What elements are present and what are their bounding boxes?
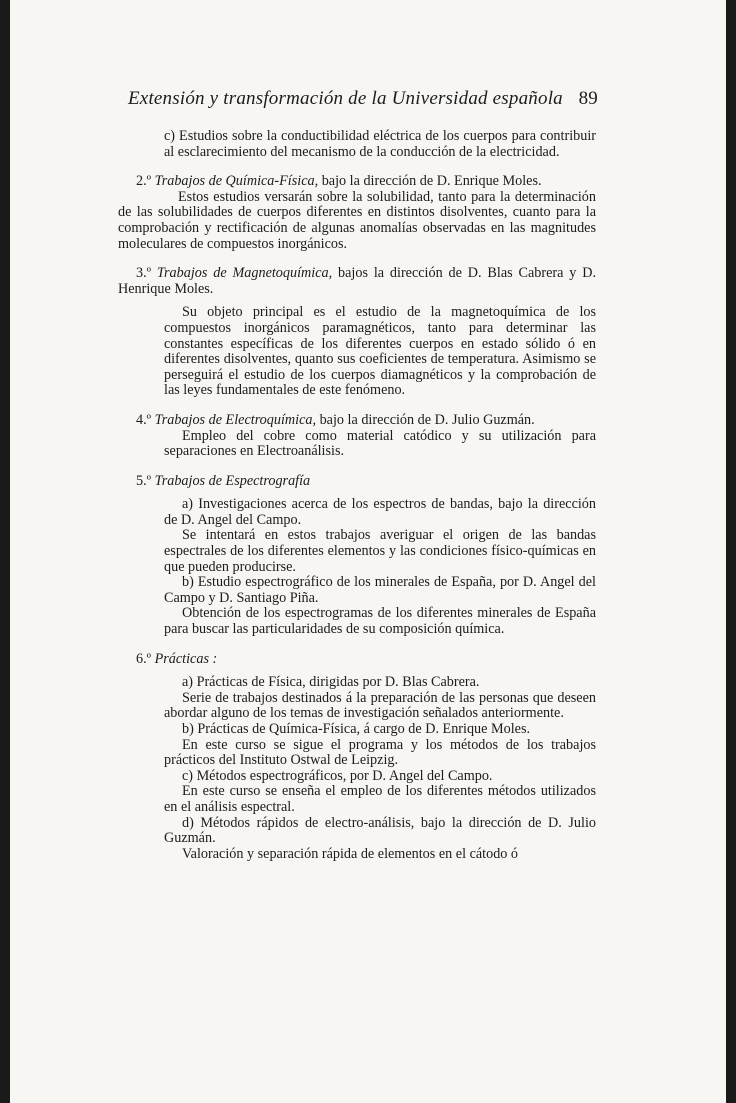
scanned-page	[10, 0, 726, 1103]
section-6-item-a: a) Prácticas de Física, dirigidas por D. Blas Cabrera.	[182, 674, 480, 691]
section-number: 6.º	[136, 650, 152, 667]
item-c-conductibilidad: c) Estudios sobre la conductibilidad eléctrica de los cuerpos para contribuir al esclarecimiento del mecanismo de la conducción de la electricidad.	[164, 128, 596, 160]
section-number: 5.º	[136, 472, 152, 489]
section-title: Trabajos de Química-Física,	[154, 173, 319, 190]
section-title: Trabajos de Magnetoquímica,	[156, 265, 333, 282]
section-6-item-a-body: Serie de trabajos destinados á la preparación de las personas que deseen abordar alguno de los temas de investigación señalados anteriormente.	[164, 689, 596, 722]
page-number: 89	[578, 88, 598, 109]
section-6-item-d-body: Valoración y separación rápida de elementos en el cátodo ó	[182, 845, 519, 862]
section-heading-rest: bajo la dirección de D. Julio Guzmán.	[319, 411, 535, 428]
section-3-body: Su objeto principal es el estudio de la magnetoquímica de los compuestos inorgánicos paramagnéticos, tanto para determinar las constantes específicas de los diferentes cuerpos en estado sólido ó en diferentes disolventes, quanto sus coeficientes de temperatura. Asimismo se perseguirá el estudio de los cuerpos diamagnéticos y la comprobación de las leyes fundamentales de este fenómeno.	[164, 304, 596, 399]
section-5-item-b-body: Obtención de los espectrogramas de los diferentes minerales de España para buscar las particularidades de su composición química.	[164, 605, 596, 638]
section-3-heading	[118, 266, 596, 297]
body-text	[118, 129, 596, 862]
running-header	[128, 88, 598, 110]
section-4-heading	[118, 413, 596, 429]
section-5-heading	[118, 474, 596, 490]
section-number: 2.º	[136, 173, 152, 190]
section-title: Trabajos de Espectrografía	[154, 472, 311, 489]
section-6-item-b-body: En este curso se sigue el programa y los métodos de los trabajos prácticos del Instituto Ostwal de Leipzig.	[164, 736, 596, 769]
section-2-body: Estos estudios versarán sobre la solubilidad, tanto para la determinación de las solubilidades de cuerpos diferentes en distintos disolventes, cuanto para la comprobación y rectificación de algunas anomalías observadas en las magnitudes moleculares de compuestos inorgánicos.	[118, 188, 596, 252]
section-number: 4.º	[136, 411, 152, 428]
section-6-item-c-body: En este curso se enseña el empleo de los diferentes métodos utilizados en el análisis espectral.	[164, 783, 596, 815]
section-5-item-a-body: Se intentará en estos trabajos averiguar el origen de las bandas espectrales de los diferentes elementos y las condiciones físico-químicas en que pueden producirse.	[164, 527, 596, 575]
section-6-item-b: b) Prácticas de Química-Física, á cargo de D. Enrique Moles.	[182, 721, 531, 737]
section-6-item-d: d) Métodos rápidos de electro-análisis, bajo la dirección de D. Julio Guzmán.	[164, 814, 596, 847]
section-heading-rest: bajos la dirección de D. Blas Cabrera y D. Henrique Moles.	[118, 265, 596, 297]
section-heading-rest: bajo la dirección de D. Enrique Moles.	[321, 173, 542, 190]
section-4-body: Empleo del cobre como material catódico y su utilización para separaciones en Electroanálisis.	[164, 427, 596, 460]
section-5-item-a: a) Investigaciones acerca de los espectros de bandas, bajo la dirección de D. Angel del Campo.	[164, 496, 596, 528]
section-number: 3.º	[136, 265, 152, 282]
section-6-heading	[118, 652, 596, 668]
section-5-item-b: b) Estudio espectrográfico de los minerales de España, por D. Angel del Campo y D. Santiago Piña.	[164, 574, 596, 606]
section-title: Trabajos de Electroquímica,	[154, 411, 317, 428]
running-title: Extensión y transformación de la Universidad española	[128, 88, 563, 109]
section-title: Prácticas :	[154, 650, 218, 667]
section-2-heading	[118, 174, 596, 190]
section-6-item-c: c) Métodos espectrográficos, por D. Angel del Campo.	[182, 767, 493, 784]
